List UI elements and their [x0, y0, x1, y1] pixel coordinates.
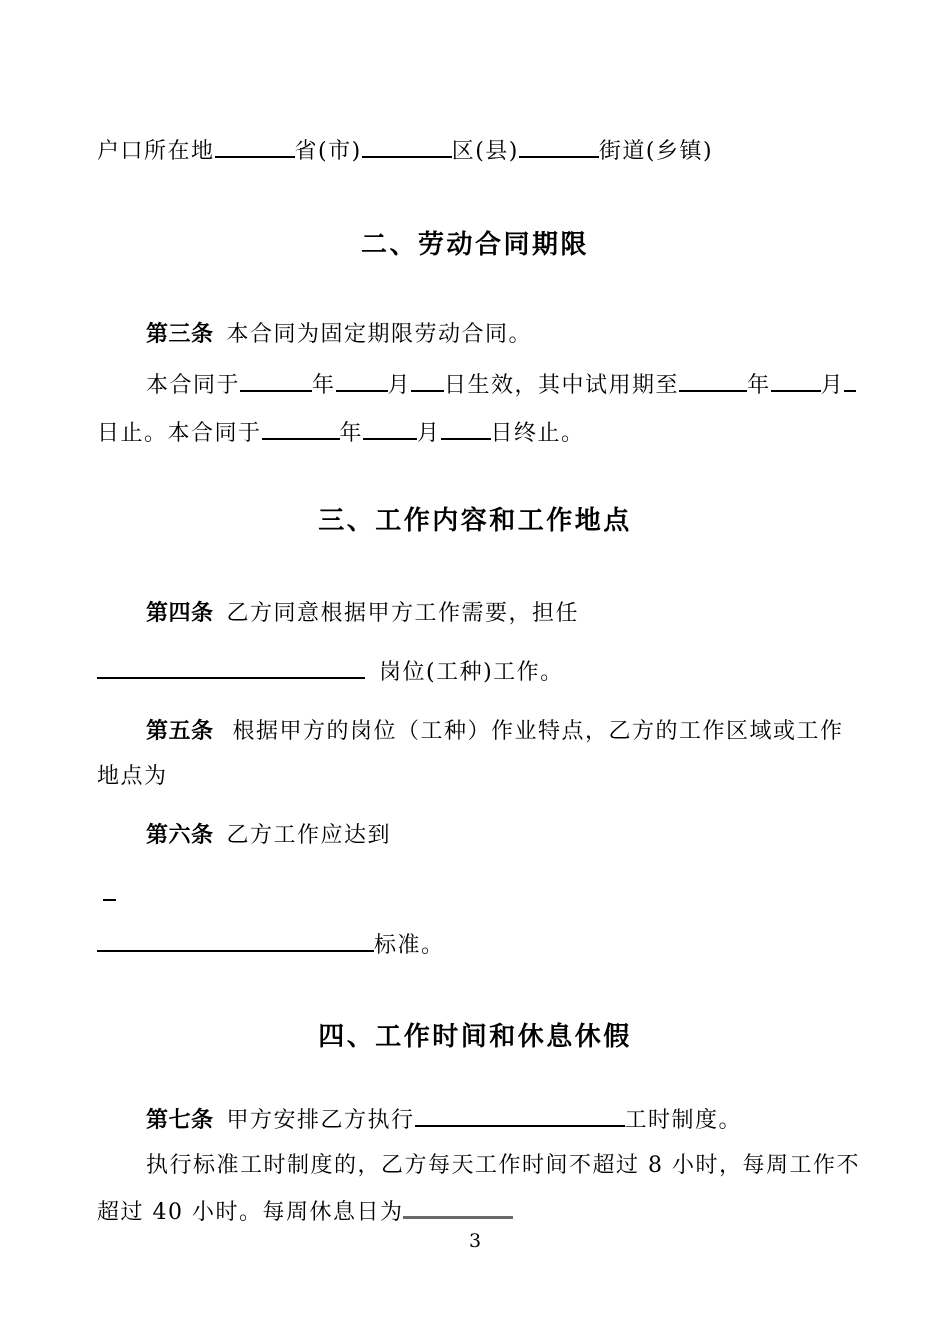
end-year-blank-field [262, 418, 340, 440]
end-day-blank-field [441, 418, 491, 440]
work-hours-text-2: 超过 40 小时。每周休息日为 [97, 1200, 404, 1225]
post-tail-text: 岗位(工种)工作。 [379, 660, 564, 685]
article-3-text: 本合同为固定期限劳动合同。 [226, 322, 533, 347]
rest-day-blank-field [403, 1196, 513, 1219]
residence-line [97, 136, 713, 167]
work-hours-paragraph-line-2 [97, 1196, 513, 1228]
standard-tail-text: 标准。 [374, 933, 445, 958]
article-5-continuation-line [97, 762, 168, 792]
term-dates-line-2 [97, 418, 585, 449]
term2-text-1: 日止。本合同于 [97, 421, 262, 446]
effective-month-blank-field [336, 370, 388, 392]
term2-year-label: 年 [339, 421, 364, 446]
section-heading-work-content: 三、工作内容和工作地点 [318, 506, 632, 536]
post-name-blank-field [97, 657, 365, 679]
work-hours-text-1: 执行标准工时制度的，乙方每天工作时间不超过 8 小时，每周工作不 [146, 1153, 860, 1178]
term2-text-2: 日终止。 [490, 421, 585, 446]
residence-street-blank-field [519, 136, 599, 158]
term1-year2-label: 年 [747, 373, 771, 398]
article-4-line [146, 599, 579, 629]
page-number: 3 [468, 1230, 482, 1252]
probation-year-blank-field [679, 370, 747, 392]
article-5-cont-text: 地点为 [97, 764, 168, 789]
short-blank-dash [103, 899, 116, 901]
article-7-text: 甲方安排乙方执行 [226, 1108, 415, 1133]
standard-blank-field [97, 930, 374, 952]
term1-month2-label: 月 [820, 373, 845, 398]
residence-province-label: 省(市) [294, 139, 362, 164]
article-4-label: 第四条 [146, 601, 214, 626]
article-7-label: 第七条 [146, 1108, 214, 1133]
standard-line [97, 930, 445, 961]
term-dates-line-1 [146, 370, 856, 401]
term1-month-label: 月 [387, 373, 412, 398]
article-5-line [146, 717, 844, 747]
probation-day-blank-field [844, 370, 856, 392]
residence-district-label: 区(县) [451, 139, 519, 164]
article-7-tail-text: 工时制度。 [624, 1108, 743, 1133]
work-hours-paragraph-line-1 [146, 1151, 860, 1181]
article-6-line [146, 821, 391, 851]
residence-district-blank-field [362, 136, 452, 158]
section-heading-work-hours: 四、工作时间和休息休假 [318, 1022, 632, 1052]
article-6-text: 乙方工作应达到 [226, 823, 392, 848]
term1-text-1: 本合同于 [146, 373, 241, 398]
article-5-label: 第五条 [146, 719, 214, 744]
term1-text-2: 日生效，其中试用期至 [444, 373, 680, 398]
post-line [97, 657, 564, 688]
article-3-line [146, 320, 532, 350]
article-3-label: 第三条 [146, 322, 214, 347]
article-7-line [146, 1105, 742, 1136]
article-4-text: 乙方同意根据甲方工作需要，担任 [226, 601, 580, 626]
effective-year-blank-field [240, 370, 312, 392]
end-month-blank-field [363, 418, 417, 440]
section-heading-contract-term: 二、劳动合同期限 [360, 230, 589, 260]
term2-month-label: 月 [417, 421, 441, 446]
term1-year-label: 年 [312, 373, 336, 398]
probation-month-blank-field [771, 370, 821, 392]
article-5-text: 根据甲方的岗位（工种）作业特点，乙方的工作区域或工作 [232, 719, 844, 744]
article-6-label: 第六条 [146, 823, 214, 848]
effective-day-blank-field [411, 370, 444, 392]
work-hour-system-blank-field [415, 1105, 625, 1127]
residence-label: 户口所在地 [97, 139, 215, 164]
residence-province-blank-field [215, 136, 295, 158]
residence-street-label: 街道(乡镇) [598, 139, 714, 164]
